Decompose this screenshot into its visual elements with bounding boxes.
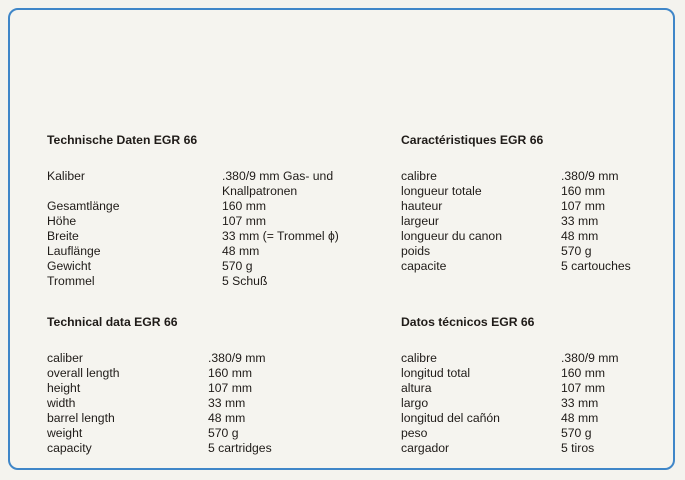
spec-label: longitud del cañón [401,411,500,425]
spec-label: barrel length [47,411,115,425]
spec-label: weight [47,426,83,440]
spec-label: largo [401,396,429,410]
spec-row [47,244,372,259]
spec-row [47,396,272,411]
spec-row [401,259,631,274]
spec-row [401,396,619,411]
spec-label: largeur [401,214,439,228]
spec-row [401,214,631,229]
spec-value: 570 g [561,244,592,258]
spec-section-french [401,133,631,274]
spec-row [47,199,372,214]
spec-row [401,169,631,184]
spec-row [401,411,619,426]
spec-value: 5 tiros [561,441,595,455]
spec-value: 33 mm [208,396,246,410]
spec-value: 160 mm [561,184,606,198]
spec-label: longitud total [401,366,471,380]
spec-value: 33 mm (= Trommel ϕ) [222,229,339,243]
spec-value: 570 g [208,426,239,440]
spec-label: caliber [47,351,83,365]
spec-row [47,351,272,366]
spec-value: 107 mm [561,199,606,213]
spec-section-german [47,133,372,289]
spec-value: .380/9 mm [561,169,619,183]
spec-label: Höhe [47,214,77,228]
spec-row [401,244,631,259]
spec-value: 48 mm [561,411,599,425]
spec-row [47,274,372,289]
spec-value: .380/9 mm Gas- und Knallpatronen [222,169,334,198]
spec-label: Breite [47,229,79,243]
spec-label: altura [401,381,432,395]
spec-row [47,169,372,199]
spec-label: Gesamtlänge [47,199,120,213]
spec-value: 570 g [561,426,592,440]
spec-value: 48 mm [208,411,246,425]
spec-label: hauteur [401,199,443,213]
spec-value: 5 Schuß [222,274,268,288]
section-title-english: Technical data EGR 66 [47,315,178,329]
spec-value: 48 mm [222,244,260,258]
spec-label: capacite [401,259,447,273]
spec-value: .380/9 mm [208,351,266,365]
spec-label: width [47,396,76,410]
section-title-french: Caractéristiques EGR 66 [401,133,544,147]
spec-label: peso [401,426,428,440]
spec-row [401,381,619,396]
spec-value: 160 mm [561,366,606,380]
spec-value: 160 mm [222,199,267,213]
spec-value: 160 mm [208,366,253,380]
spec-label: longueur du canon [401,229,502,243]
spec-label: longueur totale [401,184,482,198]
spec-label: Kaliber [47,169,85,183]
spec-label: Lauflänge [47,244,101,258]
spec-value: .380/9 mm [561,351,619,365]
spec-value: 107 mm [561,381,606,395]
spec-label: calibre [401,351,437,365]
spec-row [401,441,619,456]
spec-row [401,199,631,214]
spec-row [47,214,372,229]
section-title-german: Technische Daten EGR 66 [47,133,198,147]
spec-value: 107 mm [222,214,267,228]
spec-value: 5 cartridges [208,441,272,455]
spec-row [401,184,631,199]
spec-label: height [47,381,81,395]
spec-row [47,441,272,456]
spec-row [47,229,372,244]
spec-label: Gewicht [47,259,92,273]
spec-row [401,229,631,244]
spec-row [47,366,272,381]
spec-value: 48 mm [561,229,599,243]
spec-value: 570 g [222,259,253,273]
spec-row [401,366,619,381]
spec-label: capacity [47,441,92,455]
spec-section-english [47,315,272,456]
spec-value: 107 mm [208,381,253,395]
spec-row [401,351,619,366]
spec-label: poids [401,244,431,258]
spec-value: 33 mm [561,214,599,228]
spec-value: 33 mm [561,396,599,410]
spec-label: Trommel [47,274,95,288]
spec-row [47,411,272,426]
spec-label: calibre [401,169,437,183]
spec-label: cargador [401,441,450,455]
spec-label: overall length [47,366,120,380]
spec-row [47,381,272,396]
spec-row [47,426,272,441]
spec-section-spanish [401,315,619,456]
spec-row [47,259,372,274]
section-title-spanish: Datos técnicos EGR 66 [401,315,535,329]
spec-value: 5 cartouches [561,259,631,273]
spec-row [401,426,619,441]
